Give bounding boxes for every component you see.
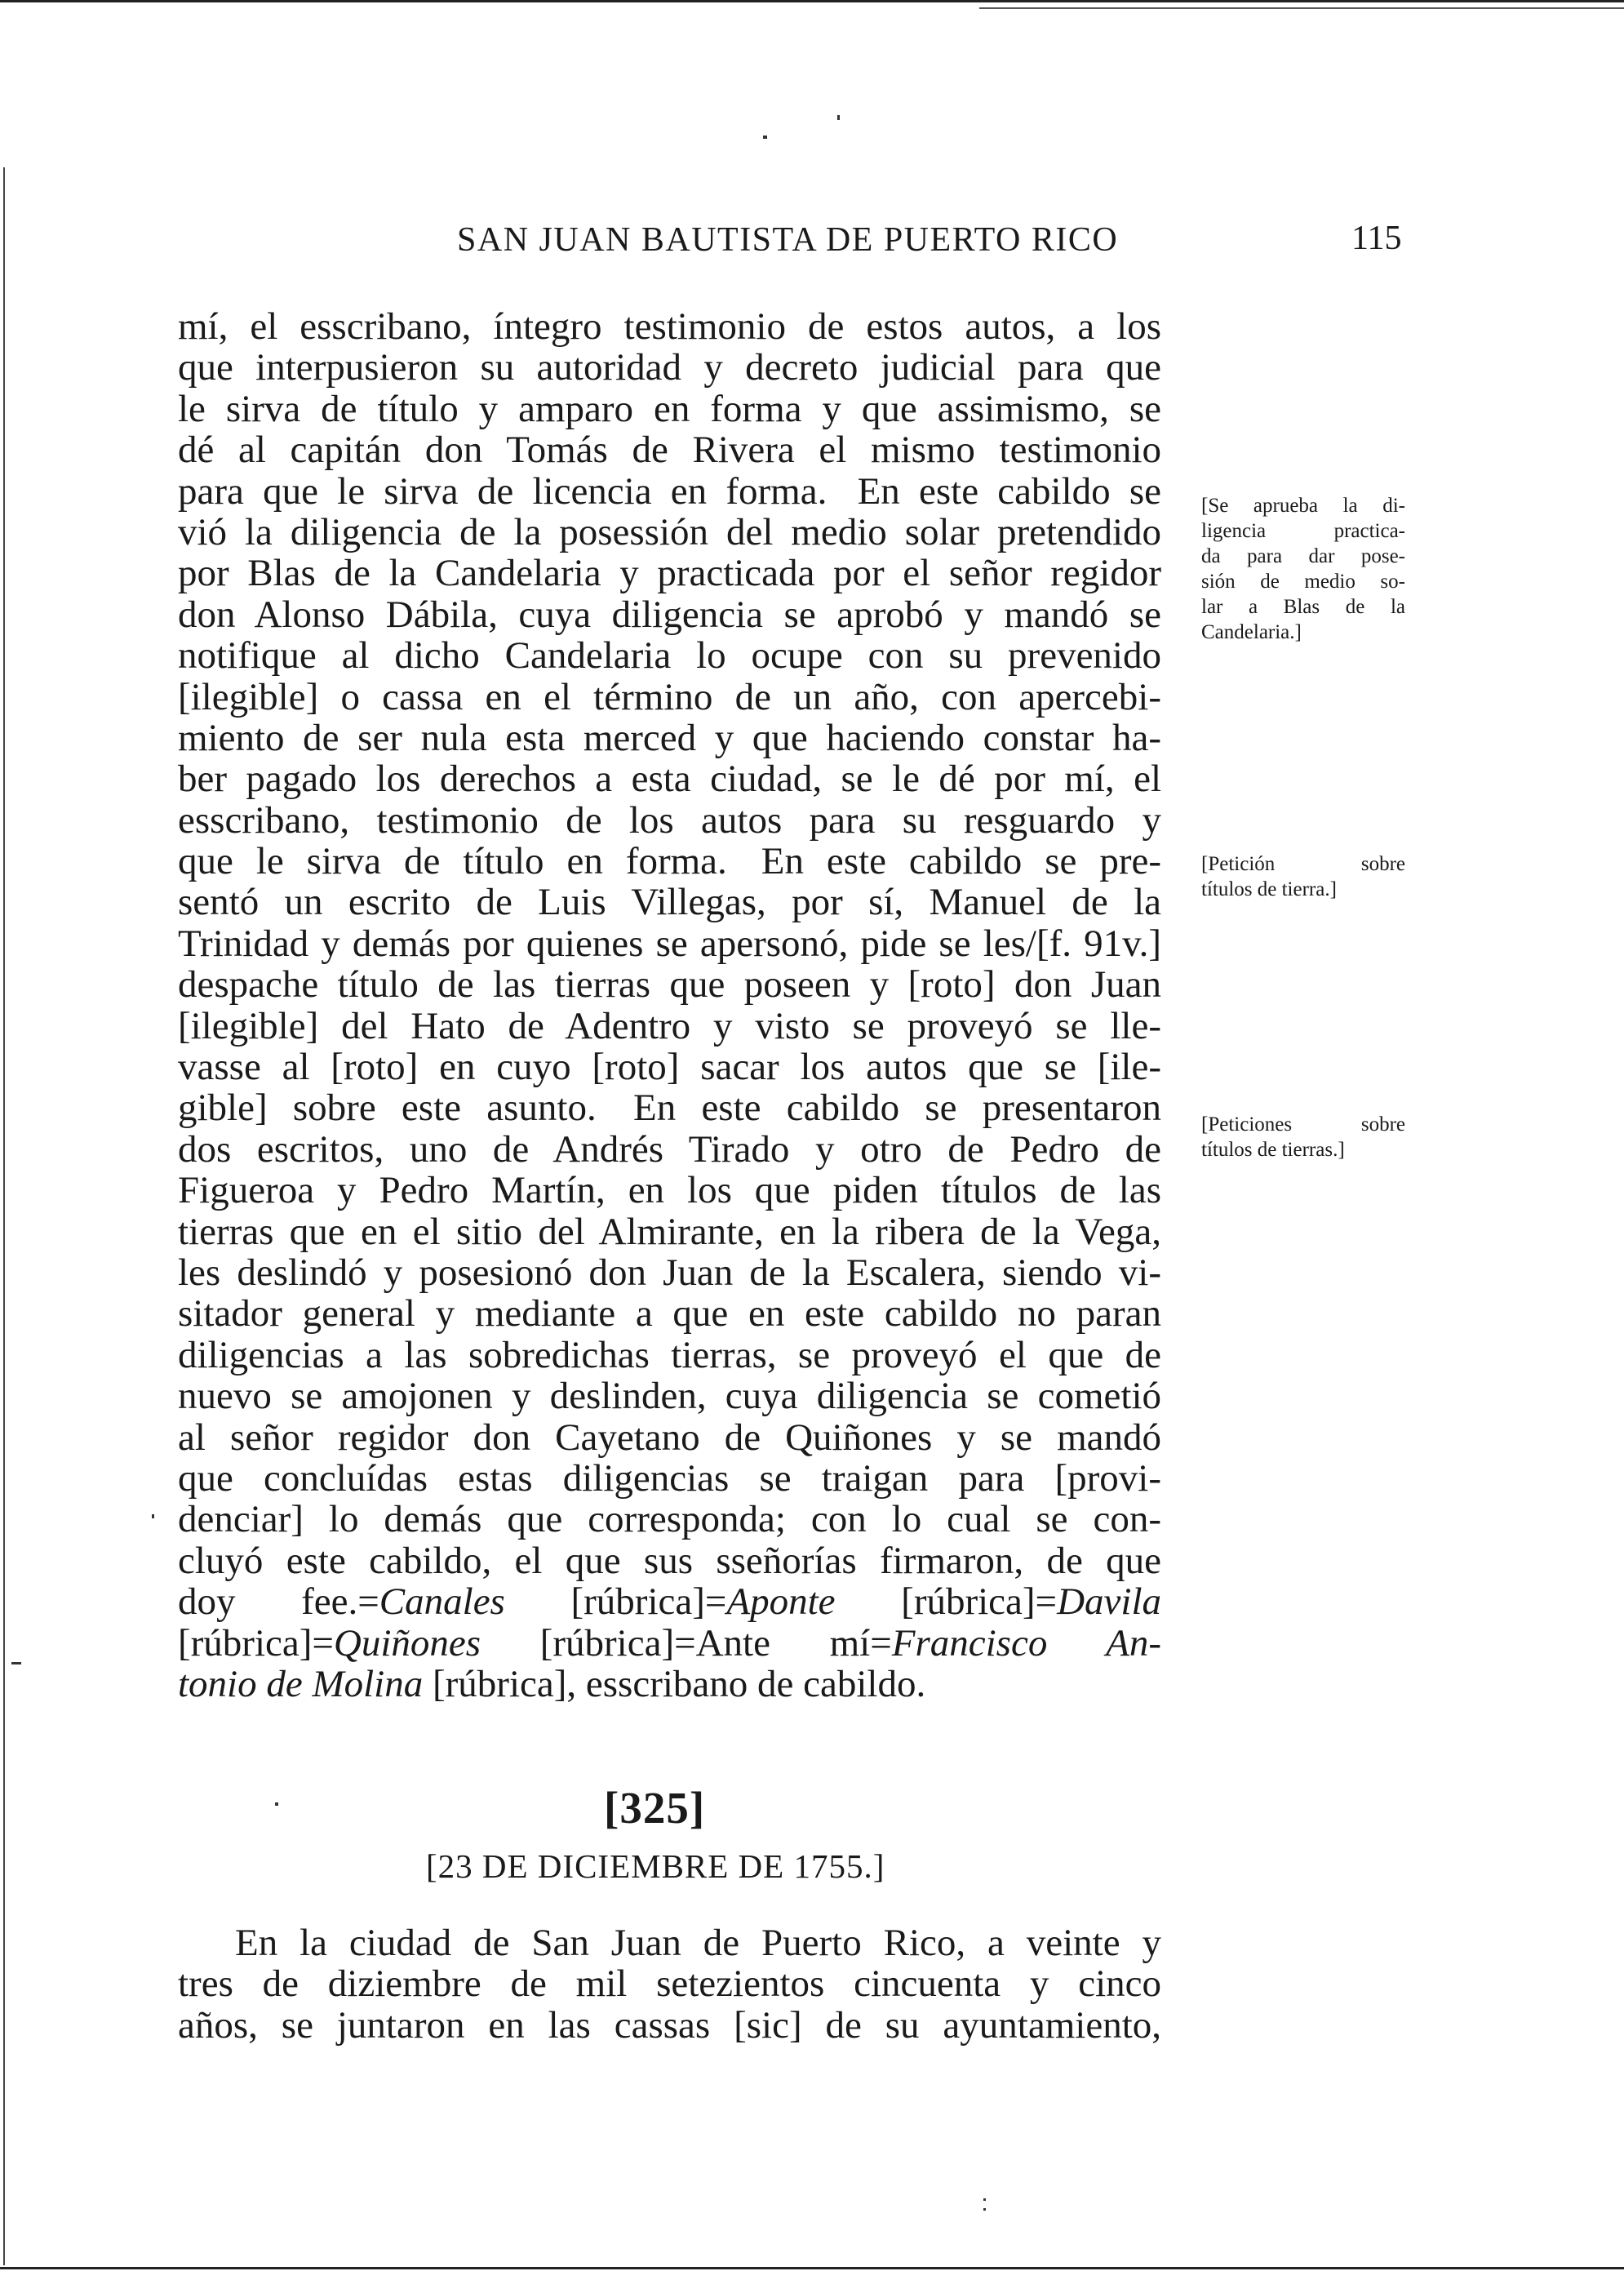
text-line: que le sirva de título en forma. En este cabildo se pre- [178,840,1161,883]
margin-note-line: Candelaria.] [1201,621,1302,643]
margin-note-petitions [1201,1112,1405,1162]
text-line: que concluídas estas diligencias se traigan para [provi- [178,1456,1161,1500]
text-line: diligencias a las sobredichas tierras, se proveyó el que de [178,1333,1161,1376]
document-number: [325] [604,1783,706,1833]
margin-note-approval [1201,493,1405,645]
signature-line: tonio de Molina [rúbrica], esscribano de cabildo. [178,1662,926,1705]
margin-note-line: sión de medio so- [1201,571,1405,593]
text-line: por Blas de la Candelaria y practicada por el señor regidor [178,552,1161,595]
scan-speck [837,115,840,120]
opening-paragraph [178,1922,1161,2046]
text-line: le sirva de título y amparo en forma y que assimismo, se [178,387,1161,430]
text-line: les deslindó y posesionó don Juan de la Escalera, siendo vi- [178,1251,1161,1294]
document-date: [23 DE DICIEMBRE DE 1755.] [426,1847,885,1885]
scan-speck [152,1514,154,1518]
text-line: al señor regidor don Cayetano de Quiñones y se mandó [178,1416,1161,1459]
text-line: vió la diligencia de la posessión del medio solar pretendido [178,510,1161,553]
text-line: nuevo se amojonen y deslinden, cuya diligencia se cometió [178,1375,1161,1418]
text-line: sitador general y mediante a que en este cabildo no paran [178,1292,1161,1336]
text-line: tierras que en el sitio del Almirante, en la ribera de la Vega, [178,1210,1161,1253]
text-line: despache título de las tierras que poseen y [roto] don Juan [178,963,1161,1007]
text-line: Figueroa y Pedro Martín, en los que piden títulos de las [178,1169,1161,1212]
scan-speck [763,136,767,139]
bottom-rule [0,2267,1624,2269]
margin-note-line: títulos de tierra.] [1201,878,1337,900]
text-line: notifique al dicho Candelaria lo ocupe con su prevenido [178,634,1161,678]
margin-note-line: da para dar pose- [1201,545,1405,567]
text-line: [ilegible] del Hato de Adentro y visto se proveyó se lle- [178,1004,1161,1047]
running-title: SAN JUAN BAUTISTA DE PUERTO RICO [457,221,1119,259]
signatory-canales: Canales [379,1580,505,1624]
scan-speck [275,1802,278,1806]
text-line: cluyó este cabildo, el que sus sseñorías firmaron, de que [178,1539,1161,1582]
margin-note-line: [Se aprueba la di- [1201,495,1405,517]
text-line: para que le sirva de licencia en forma. En este cabildo se [178,469,1161,513]
text-line: [ilegible] o cassa en el término de un año, con apercebi- [178,675,1161,718]
text-line: miento de ser nula esta merced y que haciendo constar ha- [178,716,1161,759]
signature-line: [rúbrica]=Quiñones [rúbrica]=Ante mí=Francisco An- [178,1621,1161,1664]
margin-note-line: ligencia practica- [1201,520,1405,542]
text-line: vasse al [roto] en cuyo [roto] sacar los autos que se [ile- [178,1046,1161,1089]
text-line: mí, el esscribano, íntegro testimonio de estos autos, a los [178,305,1161,348]
text-line: esscribano, testimonio de los autos para su resguardo y [178,798,1161,842]
signatory-davila: Davila [1057,1580,1161,1624]
text-line: En la ciudad de San Juan de Puerto Rico, a veinte y [235,1922,1161,1964]
top-rule [0,0,1624,2]
text-line: que interpusieron su autoridad y decreto judicial para que [178,346,1161,389]
margin-note-line: [Peticiones sobre [1201,1113,1405,1136]
signatory-aponte: Aponte [726,1580,836,1624]
text-line: Trinidad y demás por quienes se apersonó, pide se les/[f. 91v.] [178,922,1161,965]
main-paragraph [178,306,1161,1704]
signature-line: doy fee.=Canales [rúbrica]=Aponte [rúbrica]=Davila [178,1580,1161,1624]
scan-speck [983,2198,986,2201]
margin-note-line: [Petición sobre [1201,853,1405,875]
text-line: denciar] lo demás que corresponda; con lo cual se con- [178,1498,1161,1541]
margin-note-line: títulos de tierras.] [1201,1139,1345,1161]
text-line: tres de diziembre de mil setezientos cincuenta y cinco [178,1962,1161,2006]
page-number: 115 [1351,220,1402,257]
text-line: dé al capitán don Tomás de Rivera el mismo testimonio [178,429,1161,472]
top-rule-thin [979,7,1624,9]
signatory-molina: Francisco An- [891,1621,1161,1664]
text-line: ber pagado los derechos a esta ciudad, se le dé por mí, el [178,758,1161,801]
margin-note-line: lar a Blas de la [1201,596,1405,618]
scan-speck [983,2208,986,2211]
signatory-quinones: Quiñones [333,1621,481,1664]
scan-speck [11,1662,21,1664]
text-line: años, se juntaron en las cassas [sic] de su ayuntamiento, [178,2003,1161,2047]
margin-note-petition [1201,851,1405,902]
text-line: don Alonso Dábila, cuya diligencia se aprobó y mandó se [178,593,1161,636]
text-line: sentó un escrito de Luis Villegas, por sí, Manuel de la [178,881,1161,924]
signatory-molina-cont: tonio de Molina [178,1662,424,1705]
text-line: gible] sobre este asunto. En este cabildo se presentaron [178,1087,1161,1130]
left-margin-rule [3,167,5,2265]
text-line: dos escritos, uno de Andrés Tirado y otro de Pedro de [178,1127,1161,1171]
